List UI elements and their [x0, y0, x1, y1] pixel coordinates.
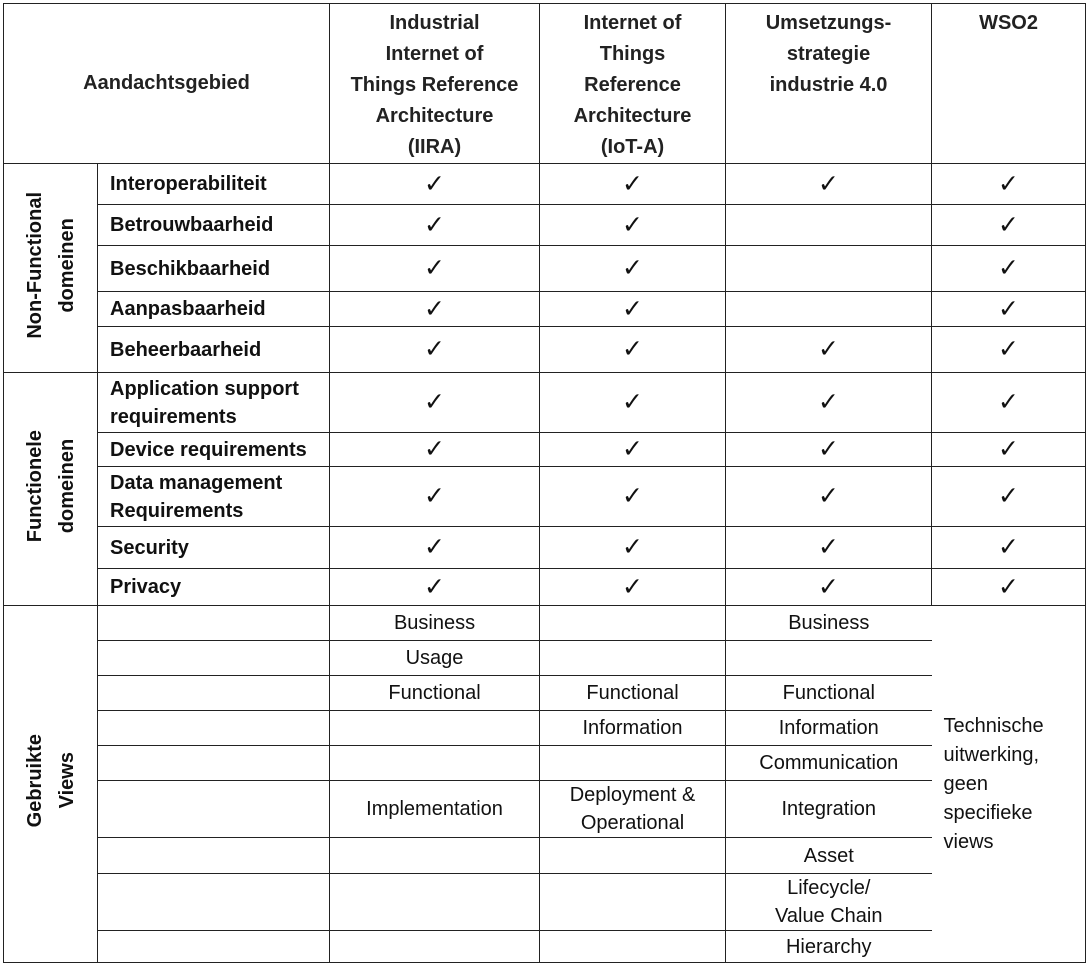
view-cell-iota	[540, 606, 726, 641]
text-line: Business	[788, 612, 870, 634]
table-row	[4, 373, 1086, 433]
text-line: Betrouwbaarheid	[110, 214, 274, 236]
text-line: views	[943, 830, 994, 853]
check-icon: ✓	[330, 246, 540, 292]
check-icon: ✓	[932, 527, 1086, 569]
text-line: Gebruikte	[23, 734, 46, 828]
text-line: Beschikbaarheid	[110, 257, 271, 280]
group-non-functional	[4, 164, 98, 373]
view-cell-iota	[540, 874, 726, 931]
text-line: Beheerbaarheid	[110, 338, 262, 361]
text-line: domeinen	[55, 217, 78, 313]
text-line: Functional	[388, 682, 481, 704]
text-line: geen	[943, 772, 989, 795]
table-row	[4, 327, 1086, 373]
table-row	[4, 433, 1086, 467]
header-umsetzungsstrategie	[726, 4, 932, 164]
requirement-label	[98, 205, 330, 246]
text-line: Operational	[580, 812, 685, 834]
group-views-text	[19, 734, 83, 827]
check-icon: ✓	[726, 164, 932, 205]
requirement-label	[98, 433, 330, 467]
check-icon: ✓	[932, 292, 1086, 327]
empty-cell	[98, 676, 330, 711]
check-icon: ✓	[726, 433, 932, 467]
check-icon: ✓	[540, 327, 726, 373]
text-line: Asset	[803, 844, 854, 867]
text-line: Business	[393, 612, 476, 634]
view-cell-iira	[330, 606, 540, 641]
view-cell-umset	[726, 781, 932, 838]
text-line: Internet of	[583, 12, 682, 34]
text-line: Functionele	[23, 429, 46, 543]
requirement-label	[98, 373, 330, 433]
view-cell-iota	[540, 676, 726, 711]
text-line: Integration	[781, 798, 877, 820]
check-icon: ✓	[726, 373, 932, 433]
view-cell-umset	[726, 874, 932, 931]
text-line: Communication	[759, 752, 899, 774]
table-row	[4, 467, 1086, 527]
group-functional	[4, 373, 98, 606]
check-icon: ✓	[330, 373, 540, 433]
table-row	[4, 874, 1086, 931]
requirement-label	[98, 467, 330, 527]
requirement-label	[98, 164, 330, 205]
view-cell-umset	[726, 606, 932, 641]
requirement-label	[98, 569, 330, 606]
check-icon: ✓	[726, 527, 932, 569]
text-line: uitwerking,	[943, 743, 1040, 766]
table-row	[4, 606, 1086, 641]
text-line: Reference	[584, 74, 681, 96]
empty-cell	[98, 641, 330, 676]
text-line: Umsetzungs-	[765, 12, 892, 34]
requirement-label	[98, 527, 330, 569]
view-cell-iira	[330, 641, 540, 676]
text-line: Non-Functional	[23, 191, 46, 339]
table-row	[4, 527, 1086, 569]
text-line: Information	[778, 717, 879, 739]
check-icon: ✓	[540, 205, 726, 246]
check-icon: ✓	[932, 569, 1086, 606]
check-icon: ✓	[540, 246, 726, 292]
view-cell-iira	[330, 746, 540, 781]
text-line: requirements	[110, 405, 237, 428]
table-row	[4, 246, 1086, 292]
check-icon: ✓	[932, 433, 1086, 467]
check-icon: ✓	[726, 327, 932, 373]
text-line: Lifecycle/	[787, 877, 871, 899]
text-line: Hierarchy	[785, 935, 872, 958]
view-cell-umset	[726, 641, 932, 676]
view-cell-iira	[330, 931, 540, 963]
table-row	[4, 569, 1086, 606]
wso2-views-note	[932, 606, 1086, 963]
view-cell-iota	[540, 931, 726, 963]
check-icon: ✓	[540, 373, 726, 433]
text-line: domeinen	[55, 438, 78, 534]
check-icon: ✓	[330, 527, 540, 569]
text-line: Things	[599, 43, 666, 65]
view-cell-umset	[726, 931, 932, 963]
check-icon: ✓	[330, 164, 540, 205]
header-wso2	[932, 4, 1086, 164]
text-line: Deployment &	[569, 784, 696, 806]
text-line: Implementation	[366, 798, 503, 820]
check-icon: ✓	[932, 373, 1086, 433]
text-line: Views	[55, 752, 78, 810]
view-cell-iira	[330, 874, 540, 931]
text-line: Value Chain	[775, 905, 883, 927]
check-icon: ✓	[540, 569, 726, 606]
text-line: specifieke	[943, 801, 1033, 824]
view-cell-umset	[726, 746, 932, 781]
empty-cell	[98, 874, 330, 931]
check-icon: ✓	[330, 569, 540, 606]
empty-cell	[98, 711, 330, 746]
table-row	[4, 711, 1086, 746]
view-cell-iira	[330, 676, 540, 711]
empty-cell	[726, 205, 932, 246]
table-row	[4, 292, 1086, 327]
header-iira	[330, 4, 540, 164]
table-row	[4, 781, 1086, 838]
view-cell-iota	[540, 838, 726, 874]
check-icon: ✓	[540, 467, 726, 527]
text-line: Device requirements	[110, 438, 307, 461]
text-line: (IoT-A)	[600, 136, 665, 158]
view-cell-iira	[330, 711, 540, 746]
check-icon: ✓	[726, 467, 932, 527]
text-line: Requirements	[110, 499, 244, 522]
text-line: industrie 4.0	[769, 74, 888, 96]
view-cell-iira	[330, 781, 540, 838]
check-icon: ✓	[932, 205, 1086, 246]
check-icon: ✓	[540, 527, 726, 569]
table-row	[4, 676, 1086, 711]
table-row	[4, 641, 1086, 676]
view-cell-umset	[726, 711, 932, 746]
check-icon: ✓	[330, 327, 540, 373]
text-line: Aanpasbaarheid	[110, 298, 266, 320]
text-line: Functional	[782, 682, 875, 704]
check-icon: ✓	[540, 292, 726, 327]
empty-cell	[726, 292, 932, 327]
text-line: Application support	[110, 377, 299, 400]
view-cell-iota	[540, 746, 726, 781]
view-cell-umset	[726, 838, 932, 874]
check-icon: ✓	[932, 327, 1086, 373]
check-icon: ✓	[932, 467, 1086, 527]
text-line: Usage	[405, 647, 464, 669]
empty-cell	[98, 838, 330, 874]
table-row	[4, 205, 1086, 246]
text-line: WSO2	[979, 12, 1038, 34]
view-cell-iota	[540, 641, 726, 676]
text-line: Architecture	[375, 105, 494, 127]
text-line: Internet of	[385, 43, 484, 65]
requirement-label	[98, 246, 330, 292]
check-icon: ✓	[932, 246, 1086, 292]
text-line: (IIRA)	[407, 136, 462, 158]
text-line: Technische	[943, 714, 1044, 737]
group-views	[4, 606, 98, 963]
table-row	[4, 164, 1086, 205]
group-non-functional-text	[19, 192, 83, 339]
text-line: Data management	[110, 471, 283, 494]
check-icon: ✓	[540, 164, 726, 205]
header-row	[4, 4, 1086, 164]
check-icon: ✓	[330, 292, 540, 327]
check-icon: ✓	[540, 433, 726, 467]
check-icon: ✓	[932, 164, 1086, 205]
text-line: Architecture	[573, 105, 692, 127]
empty-cell	[98, 781, 330, 838]
empty-cell	[98, 746, 330, 781]
text-line: Things Reference	[350, 74, 519, 96]
empty-cell	[726, 246, 932, 292]
check-icon: ✓	[330, 467, 540, 527]
text-line: Industrial	[389, 12, 480, 34]
text-line: Security	[110, 536, 189, 559]
group-functional-text	[19, 430, 83, 542]
check-icon: ✓	[726, 569, 932, 606]
table-body	[4, 4, 1086, 963]
table-row	[4, 931, 1086, 963]
comparison-table	[3, 3, 1086, 963]
table-row	[4, 838, 1086, 874]
empty-cell	[98, 606, 330, 641]
text-line: Interoperabiliteit	[110, 173, 267, 195]
view-cell-iota	[540, 711, 726, 746]
text-line: Information	[582, 717, 683, 739]
text-line: strategie	[786, 43, 871, 65]
view-cell-iota	[540, 781, 726, 838]
check-icon: ✓	[330, 205, 540, 246]
header-iot-a	[540, 4, 726, 164]
header-aandachtsgebied: Aandachtsgebied	[4, 4, 330, 164]
view-cell-iira	[330, 838, 540, 874]
view-cell-umset	[726, 676, 932, 711]
requirement-label	[98, 327, 330, 373]
text-line: Privacy	[110, 576, 182, 598]
table-row	[4, 746, 1086, 781]
empty-cell	[98, 931, 330, 963]
text-line: Functional	[586, 682, 679, 704]
check-icon: ✓	[330, 433, 540, 467]
requirement-label	[98, 292, 330, 327]
